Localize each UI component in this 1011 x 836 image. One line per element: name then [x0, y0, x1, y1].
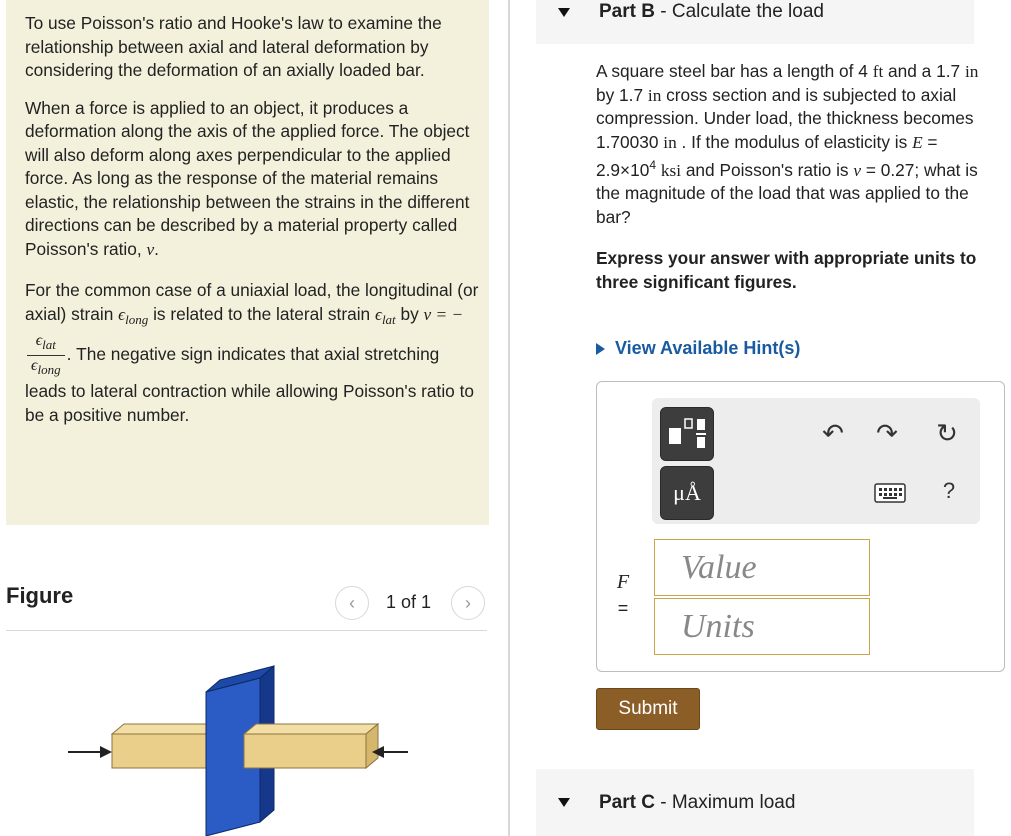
- problem-text: A square steel bar has a length of 4 ft and a 1.7 in by 1.7 in cross section and is subjected to axial compression. Under load, the thickness becomes 1.70030 in . If the modulus of elasticity is $E = 2.9\times 10^4$ ksi and Poisson's ratio is ν = 0.27; what is the magnitude of the load that was applied to the bar?: [596, 61, 979, 227]
- part-c-header[interactable]: [536, 769, 974, 836]
- figure-prev-button[interactable]: [335, 586, 369, 620]
- bar-left-front: [112, 734, 218, 768]
- strain-fraction: $\frac{\epsilon_{lat}}{\epsilon_{long}}$: [27, 331, 65, 380]
- chevron-left-icon: ‹: [349, 592, 355, 613]
- templates-button[interactable]: [660, 407, 714, 461]
- intro-paragraph-1: To use Poisson's ratio and Hooke's law to examine the relationship between axial and lateral deformation by considering the deformation of an axially loaded bar.: [25, 13, 442, 80]
- figure-divider: [6, 630, 487, 631]
- redo-icon[interactable]: ↷: [876, 418, 898, 448]
- answer-instructions: Express your answer with appropriate units to three significant figures.: [596, 248, 977, 292]
- poisson-equation-lhs: ν = −: [423, 304, 464, 324]
- reset-icon[interactable]: ↻: [936, 418, 958, 448]
- bar-right-top: [244, 724, 378, 734]
- answer-variable-label: F =: [616, 571, 630, 618]
- axial-bar-figure: [60, 660, 420, 836]
- undo-icon[interactable]: ↶: [822, 418, 844, 448]
- part-b-title: Part B - Calculate the load: [599, 1, 824, 22]
- bar-right-front: [244, 734, 366, 768]
- keyboard-icon[interactable]: [874, 483, 906, 503]
- collapse-triangle-icon: [558, 798, 570, 807]
- part-c-title: Part C - Maximum load: [599, 792, 796, 813]
- intro-text: [25, 12, 480, 441]
- units-button[interactable]: μÅ: [660, 466, 714, 520]
- value-input[interactable]: [654, 539, 870, 596]
- chevron-right-icon: ›: [465, 592, 471, 613]
- problem-statement: [596, 60, 986, 312]
- template-icon: [667, 416, 707, 452]
- figure-next-button[interactable]: [451, 586, 485, 620]
- nu-symbol: ν: [146, 239, 155, 259]
- submit-button[interactable]: Submit: [596, 688, 700, 730]
- intro-paragraph-3: For the common case of a uniaxial load, the longitudinal (or axial) strain $\epsilon_{long}$ is related to the lateral strain $\epsilon_{lat}$ by ν = − $\frac{\epsilon_{lat}}{\epsilon_{long}}$ . The negative sign indicates that axial stretching leads to lateral contraction while allowing Poisson's ratio to be a positive number.: [25, 280, 479, 425]
- collapse-triangle-icon: [558, 8, 570, 17]
- expand-triangle-icon: [596, 343, 605, 355]
- figure-title: Figure: [6, 583, 74, 608]
- help-button[interactable]: ?: [942, 478, 956, 503]
- panel-divider: [508, 0, 510, 836]
- part-b-header[interactable]: [536, 0, 974, 44]
- units-input[interactable]: [654, 598, 870, 655]
- intro-paragraph-2: When a force is applied to an object, it produces a deformation along the axis of the applied force. The object will also deform along axes perpendicular to the applied force. As long as the response of the material remains elastic, the relationship between the strains in the different directions can be described by a material property called Poisson's ratio, ν.: [25, 97, 470, 259]
- figure-counter: 1 of 1: [386, 592, 432, 612]
- left-arrow-head: [100, 746, 112, 758]
- view-hints-link[interactable]: View Available Hint(s): [596, 338, 800, 359]
